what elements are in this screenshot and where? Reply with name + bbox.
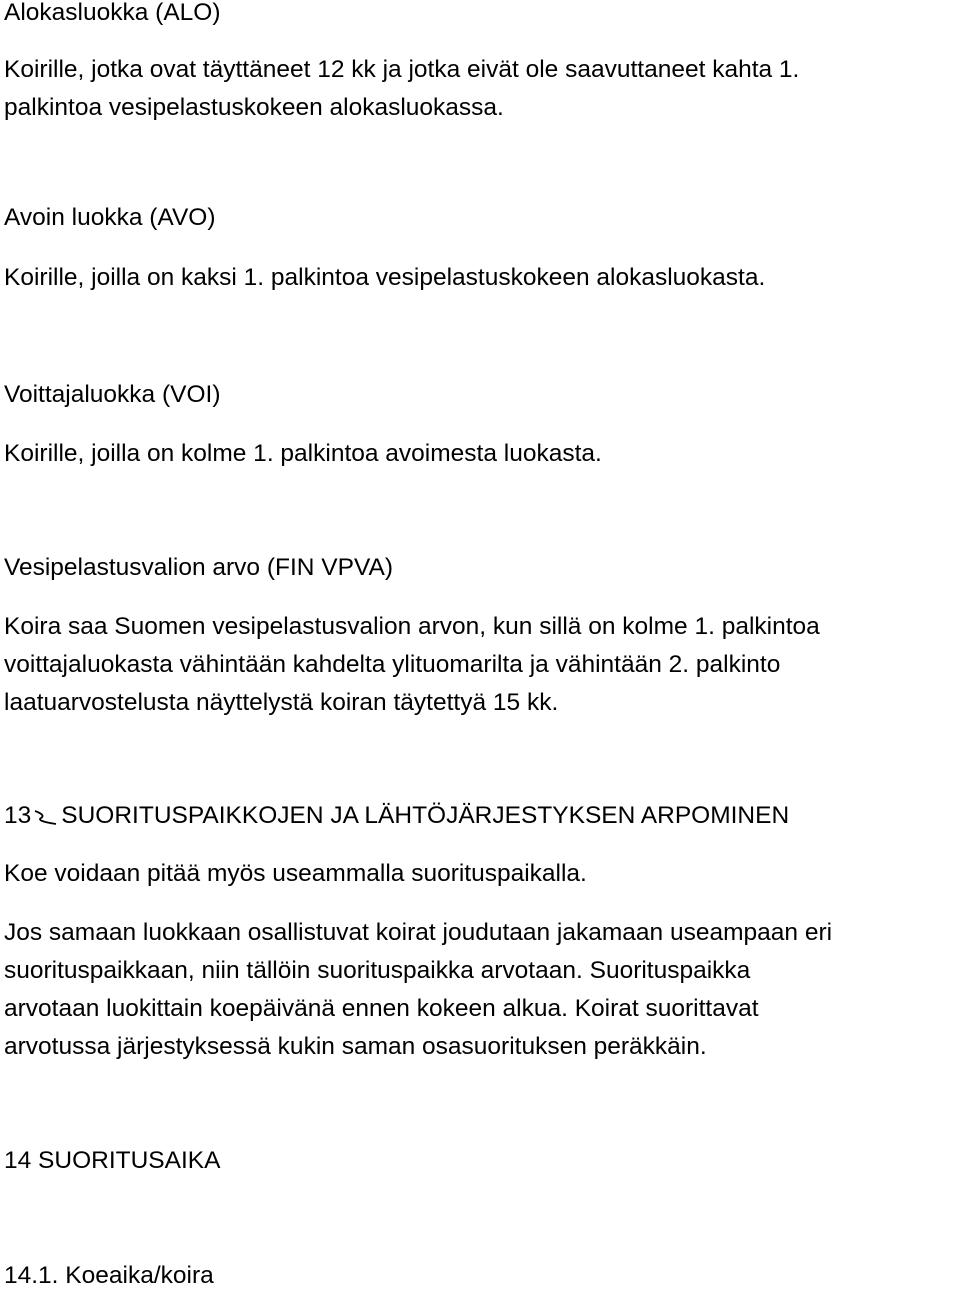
text-line: laatuarvostelusta näyttelystä koiran täytettyä 15 kk. <box>4 689 559 716</box>
paragraph-section-13-intro: Koe voidaan pitää myös useammalla suorituspaikalla. <box>4 860 587 887</box>
text-line: Koirille, joilla on kolme 1. palkintoa avoimesta luokasta. <box>4 440 602 467</box>
heading-section-14: 14 SUORITUSAIKA <box>4 1147 221 1174</box>
heading-vesipelastusvalion-arvo: Vesipelastusvalion arvo (FIN VPVA) <box>4 554 393 581</box>
text-line: arvotaan luokittain koepäivänä ennen kokeen alkua. Koirat suorittavat <box>4 995 759 1022</box>
tilde-mark-icon <box>32 807 60 827</box>
paragraph-avoin-luokka <box>4 259 960 297</box>
section-title: SUORITUSPAIKKOJEN JA LÄHTÖJÄRJESTYKSEN ARPOMINEN <box>61 802 790 829</box>
paragraph-alokasluokka <box>4 51 960 127</box>
text-line: arvotussa järjestyksessä kukin saman osasuorituksen peräkkäin. <box>4 1033 707 1060</box>
subheading-section-14-1: 14.1. Koeaika/koira <box>4 1262 214 1289</box>
heading-avoin-luokka: Avoin luokka (AVO) <box>4 204 216 231</box>
text-line: voittajaluokasta vähintään kahdelta ylituomarilta ja vähintään 2. palkinto <box>4 651 781 678</box>
heading-section-13 <box>4 797 789 835</box>
text-line: suorituspaikkaan, niin tällöin suorituspaikka arvotaan. Suorituspaikka <box>4 957 751 984</box>
text-line: Koira saa Suomen vesipelastusvalion arvon, kun sillä on kolme 1. palkintoa <box>4 613 820 640</box>
text-line: Koirille, joilla on kaksi 1. palkintoa vesipelastuskokeen alokasluokasta. <box>4 264 766 291</box>
paragraph-voittajaluokka <box>4 435 960 473</box>
text-line: Koirille, jotka ovat täyttäneet 12 kk ja jotka eivät ole saavuttaneet kahta 1. <box>4 56 800 83</box>
section-number: 13 <box>4 802 32 829</box>
text-line: palkintoa vesipelastuskokeen alokasluokassa. <box>4 94 504 121</box>
heading-voittajaluokka: Voittajaluokka (VOI) <box>4 381 221 408</box>
text-line: Jos samaan luokkaan osallistuvat koirat joudutaan jakamaan useampaan eri <box>4 919 833 946</box>
heading-alokasluokka: Alokasluokka (ALO) <box>4 0 221 26</box>
paragraph-vesipelastusvalion-arvo <box>4 608 960 722</box>
paragraph-section-13-details <box>4 914 960 1066</box>
